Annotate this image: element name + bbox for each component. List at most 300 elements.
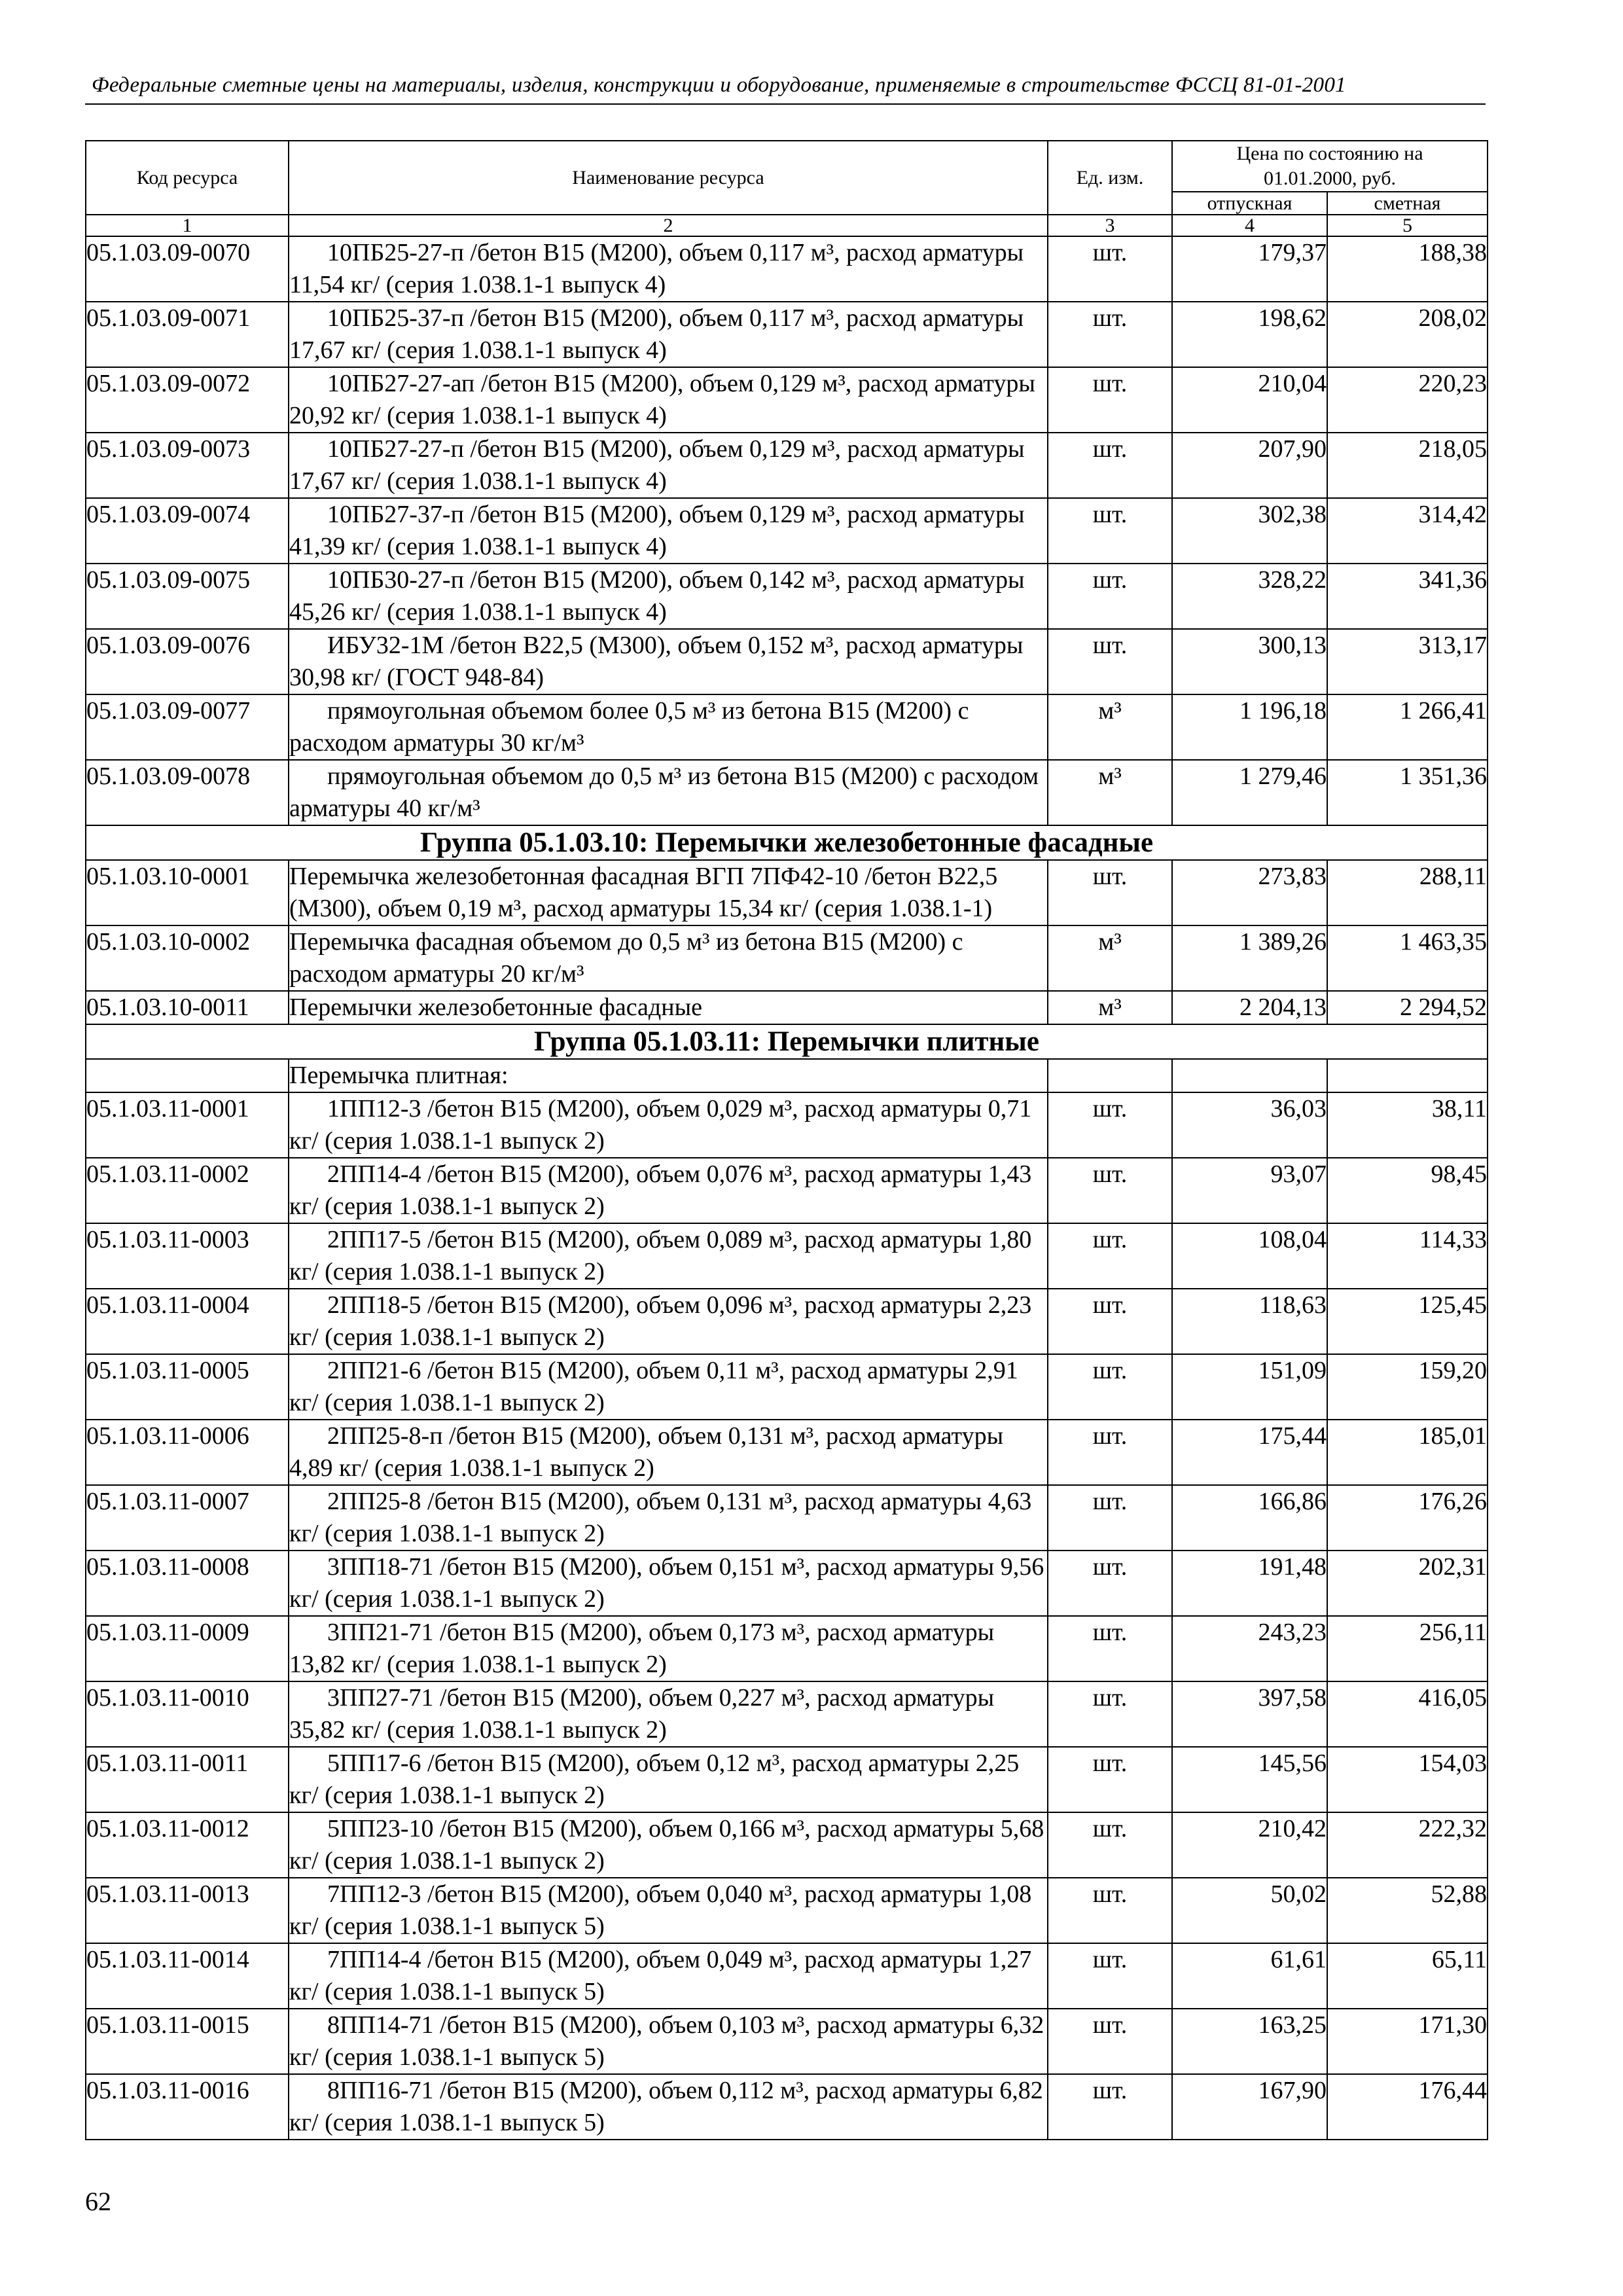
resource-code-cell xyxy=(86,1681,289,1747)
release-price-cell-text: 166,86 xyxy=(1258,1488,1327,1515)
resource-name-cell-text: Перемычка фасадная объемом до 0,5 м³ из бетона В15 (М200) с расходом арматуры 20 кг/м³ xyxy=(289,928,963,988)
resource-name-cell-text: прямоугольная объемом до 0,5 м³ из бетона В15 (М200) с расходом арматуры 40 кг/м³ xyxy=(289,762,1039,822)
release-price-cell xyxy=(1172,760,1327,825)
table-row xyxy=(86,433,1488,498)
table-row xyxy=(86,629,1488,694)
estimate-price-cell xyxy=(1327,1092,1488,1158)
resource-code-cell-text: 05.1.03.11-0012 xyxy=(86,1815,249,1842)
estimate-price-cell-text: 154,03 xyxy=(1418,1749,1487,1777)
unit-cell-text: шт. xyxy=(1092,2077,1128,2104)
release-price-cell-text: 179,37 xyxy=(1258,239,1327,266)
release-price-cell-text: 302,38 xyxy=(1258,501,1327,528)
estimate-price-cell-text: 341,36 xyxy=(1418,566,1487,594)
table-row xyxy=(86,498,1488,564)
release-price-cell-text: 61,61 xyxy=(1270,1946,1327,1973)
resource-code-cell xyxy=(86,2074,289,2140)
release-price-cell-text: 397,58 xyxy=(1258,1684,1327,1712)
release-price-cell xyxy=(1172,1616,1327,1681)
release-price-cell-text: 207,90 xyxy=(1258,435,1327,463)
estimate-price-cell xyxy=(1327,1354,1488,1420)
resource-name-cell-text: 5ПП23-10 /бетон В15 (М200), объем 0,166 м³, расход арматуры 5,68 кг/ (серия 1.038.1-1 выпуск 2) xyxy=(289,1815,1044,1874)
release-price-cell xyxy=(1172,1059,1327,1092)
release-price-cell xyxy=(1172,433,1327,498)
estimate-price-cell-text: 125,45 xyxy=(1418,1291,1487,1319)
release-price-cell-text: 243,23 xyxy=(1258,1619,1327,1646)
release-price-cell xyxy=(1172,694,1327,760)
resource-code-cell xyxy=(86,1616,289,1681)
estimate-price-cell xyxy=(1327,236,1488,302)
unit-cell-text: м³ xyxy=(1098,994,1122,1021)
resource-code-cell-text: 05.1.03.11-0006 xyxy=(86,1422,249,1450)
release-price-cell xyxy=(1172,860,1327,925)
resource-name-cell-text: 8ПП16-71 /бетон В15 (М200), объем 0,112 м³, расход арматуры 6,82 кг/ (серия 1.038.1-1 выпуск 5) xyxy=(289,2077,1043,2136)
release-price-cell-text: 151,09 xyxy=(1258,1357,1327,1384)
resource-code-cell-text: 05.1.03.09-0074 xyxy=(86,501,251,528)
release-price-cell-text: 108,04 xyxy=(1258,1226,1327,1253)
resource-code-cell-text: 05.1.03.11-0008 xyxy=(86,1553,249,1581)
release-price-cell xyxy=(1172,1485,1327,1551)
estimate-price-cell xyxy=(1327,991,1488,1024)
release-price-cell-text: 191,48 xyxy=(1258,1553,1327,1581)
resource-name-cell xyxy=(289,991,1048,1024)
release-price-cell-text: 210,42 xyxy=(1258,1815,1327,1842)
unit-cell xyxy=(1048,925,1172,991)
release-price-cell xyxy=(1172,236,1327,302)
estimate-price-cell xyxy=(1327,1878,1488,1943)
resource-name-cell-text: 8ПП14-71 /бетон В15 (М200), объем 0,103 м³, расход арматуры 6,32 кг/ (серия 1.038.1-1 выпуск 5) xyxy=(289,2011,1044,2071)
resource-name-cell xyxy=(289,1059,1048,1092)
unit-cell xyxy=(1048,1551,1172,1616)
resource-name-cell-text: 10ПБ27-37-п /бетон В15 (М200), объем 0,129 м³, расход арматуры 41,39 кг/ (серия 1.038.1-1 выпуск 4) xyxy=(289,501,1025,560)
resource-name-cell xyxy=(289,1812,1048,1878)
unit-cell xyxy=(1048,433,1172,498)
resource-name-cell-text: 3ПП21-71 /бетон В15 (М200), объем 0,173 м³, расход арматуры 13,82 кг/ (серия 1.038.1-1 выпуск 2) xyxy=(289,1619,995,1678)
unit-cell xyxy=(1048,302,1172,367)
resource-name-cell-text: 10ПБ25-37-п /бетон В15 (М200), объем 0,117 м³, расход арматуры 17,67 кг/ (серия 1.038.1-1 выпуск 4) xyxy=(289,304,1024,364)
unit-cell xyxy=(1048,1059,1172,1092)
table-row xyxy=(86,1681,1488,1747)
resource-code-cell-text: 05.1.03.09-0073 xyxy=(86,435,251,463)
resource-name-cell-text: 10ПБ25-27-п /бетон В15 (М200), объем 0,117 м³, расход арматуры 11,54 кг/ (серия 1.038.1-1 выпуск 4) xyxy=(289,239,1024,298)
resource-name-cell-text: ИБУ32-1М /бетон В22,5 (М300), объем 0,152 м³, расход арматуры 30,98 кг/ (ГОСТ 948-84) xyxy=(289,632,1024,691)
release-price-cell xyxy=(1172,1943,1327,2009)
resource-name-cell-text: 5ПП17-6 /бетон В15 (М200), объем 0,12 м³, расход арматуры 2,25 кг/ (серия 1.038.1-1 выпуск 2) xyxy=(289,1749,1020,1809)
resource-code-cell-text: 05.1.03.11-0002 xyxy=(86,1160,249,1188)
resource-code-cell xyxy=(86,991,289,1024)
estimate-price-cell xyxy=(1327,1812,1488,1878)
estimate-price-cell-text: 256,11 xyxy=(1419,1619,1487,1646)
resource-name-cell xyxy=(289,1289,1048,1354)
release-price-cell xyxy=(1172,1092,1327,1158)
table-row xyxy=(86,1158,1488,1223)
unit-cell-text: шт. xyxy=(1092,632,1128,659)
release-price-cell-text: 36,03 xyxy=(1270,1095,1327,1122)
release-price-cell-text: 118,63 xyxy=(1258,1291,1327,1319)
unit-cell xyxy=(1048,629,1172,694)
resource-code-cell xyxy=(86,302,289,367)
unit-cell xyxy=(1048,1943,1172,2009)
table-row xyxy=(86,1878,1488,1943)
table-row xyxy=(86,1943,1488,2009)
estimate-price-cell xyxy=(1327,1681,1488,1747)
resource-name-cell xyxy=(289,1420,1048,1485)
resource-code-cell-text: 05.1.03.11-0010 xyxy=(86,1684,249,1712)
release-price-cell-text: 1 389,26 xyxy=(1240,928,1327,956)
col-header-release-price: отпускная xyxy=(1172,192,1327,215)
unit-cell xyxy=(1048,1158,1172,1223)
unit-cell xyxy=(1048,1354,1172,1420)
resource-name-cell-text: 3ПП27-71 /бетон В15 (М200), объем 0,227 м³, расход арматуры 35,82 кг/ (серия 1.038.1-1 выпуск 2) xyxy=(289,1684,995,1744)
resource-code-cell xyxy=(86,1551,289,1616)
release-price-cell xyxy=(1172,1747,1327,1812)
resource-name-cell-text: 3ПП18-71 /бетон В15 (М200), объем 0,151 м³, расход арматуры 9,56 кг/ (серия 1.038.1-1 выпуск 2) xyxy=(289,1553,1044,1613)
table-row xyxy=(86,367,1488,433)
unit-cell-text: шт. xyxy=(1092,1880,1128,1908)
resource-name-cell xyxy=(289,2009,1048,2074)
release-price-cell-text: 167,90 xyxy=(1258,2077,1327,2104)
resource-name-cell xyxy=(289,1747,1048,1812)
estimate-price-cell xyxy=(1327,1485,1488,1551)
resource-name-cell xyxy=(289,2074,1048,2140)
release-price-cell-text: 198,62 xyxy=(1258,304,1327,332)
unit-cell-text: шт. xyxy=(1092,1815,1128,1842)
resource-name-cell xyxy=(289,1878,1048,1943)
resource-code-cell xyxy=(86,629,289,694)
table-row xyxy=(86,1616,1488,1681)
resource-code-cell-text: 05.1.03.11-0011 xyxy=(86,1749,249,1777)
resource-code-cell-text: 05.1.03.11-0001 xyxy=(86,1095,249,1122)
unit-cell-text: шт. xyxy=(1092,239,1128,266)
resource-code-cell-text: 05.1.03.11-0003 xyxy=(86,1226,249,1253)
resource-code-cell-text: 05.1.03.11-0013 xyxy=(86,1880,249,1908)
unit-cell-text: шт. xyxy=(1092,863,1128,890)
resource-name-cell xyxy=(289,498,1048,564)
table-row xyxy=(86,1059,1488,1092)
estimate-price-cell xyxy=(1327,2009,1488,2074)
resource-code-cell xyxy=(86,1354,289,1420)
estimate-price-cell xyxy=(1327,302,1488,367)
estimate-price-cell-text: 1 351,36 xyxy=(1400,762,1487,790)
unit-cell-text: шт. xyxy=(1092,566,1128,594)
resource-code-cell xyxy=(86,1092,289,1158)
resource-code-cell xyxy=(86,564,289,629)
unit-cell xyxy=(1048,1485,1172,1551)
resource-name-cell-text: 2ПП14-4 /бетон В15 (М200), объем 0,076 м³, расход арматуры 1,43 кг/ (серия 1.038.1-1 выпуск 2) xyxy=(289,1160,1032,1220)
col-header-unit: Ед. изм. xyxy=(1048,141,1172,215)
resource-code-cell xyxy=(86,694,289,760)
price-table xyxy=(85,140,1488,2140)
unit-cell-text: шт. xyxy=(1092,1553,1128,1581)
release-price-cell xyxy=(1172,925,1327,991)
unit-cell xyxy=(1048,1878,1172,1943)
release-price-cell-text: 50,02 xyxy=(1270,1880,1327,1908)
release-price-cell-text: 2 204,13 xyxy=(1240,994,1327,1021)
unit-cell xyxy=(1048,2009,1172,2074)
group-title: Группа 05.1.03.11: Перемычки плитные xyxy=(86,1024,1488,1059)
release-price-cell-text: 300,13 xyxy=(1258,632,1327,659)
release-price-cell xyxy=(1172,1223,1327,1289)
release-price-cell xyxy=(1172,564,1327,629)
unit-cell xyxy=(1048,498,1172,564)
resource-name-cell-text: 2ПП25-8-п /бетон В15 (М200), объем 0,131 м³, расход арматуры 4,89 кг/ (серия 1.038.1-1 выпуск 2) xyxy=(289,1422,1004,1482)
unit-cell-text: шт. xyxy=(1092,304,1128,332)
release-price-cell xyxy=(1172,1551,1327,1616)
release-price-cell xyxy=(1172,2074,1327,2140)
estimate-price-cell-text: 65,11 xyxy=(1431,1946,1487,1973)
release-price-cell xyxy=(1172,629,1327,694)
release-price-cell xyxy=(1172,1681,1327,1747)
col-header-name: Наименование ресурса xyxy=(289,141,1048,215)
estimate-price-cell-text: 218,05 xyxy=(1418,435,1487,463)
group-header-row xyxy=(86,825,1488,860)
resource-code-cell-text: 05.1.03.09-0071 xyxy=(86,304,251,332)
release-price-cell-text: 1 279,46 xyxy=(1240,762,1327,790)
unit-cell-text: шт. xyxy=(1092,1946,1128,1973)
release-price-cell-text: 1 196,18 xyxy=(1240,697,1327,725)
unit-cell xyxy=(1048,860,1172,925)
estimate-price-cell xyxy=(1327,1616,1488,1681)
page-number: 62 xyxy=(85,2187,111,2216)
estimate-price-cell-text: 314,42 xyxy=(1418,501,1487,528)
estimate-price-cell-text: 416,05 xyxy=(1418,1684,1487,1712)
estimate-price-cell-text: 313,17 xyxy=(1418,632,1487,659)
col-number: 3 xyxy=(1048,215,1172,236)
release-price-cell xyxy=(1172,1289,1327,1354)
unit-cell-text: шт. xyxy=(1092,1684,1128,1712)
resource-name-cell xyxy=(289,1092,1048,1158)
unit-cell xyxy=(1048,1812,1172,1878)
unit-cell xyxy=(1048,1223,1172,1289)
table-header xyxy=(86,141,1488,236)
unit-cell xyxy=(1048,2074,1172,2140)
resource-name-cell xyxy=(289,236,1048,302)
unit-cell-text: шт. xyxy=(1092,1749,1128,1777)
resource-code-cell xyxy=(86,1420,289,1485)
resource-name-cell-text: 2ПП25-8 /бетон В15 (М200), объем 0,131 м³, расход арматуры 4,63 кг/ (серия 1.038.1-1 выпуск 2) xyxy=(289,1488,1032,1547)
table-row xyxy=(86,760,1488,825)
unit-cell-text: м³ xyxy=(1098,762,1122,790)
unit-cell-text: шт. xyxy=(1092,1357,1128,1384)
unit-cell-text: м³ xyxy=(1098,928,1122,956)
table-row xyxy=(86,564,1488,629)
resource-code-cell-text: 05.1.03.11-0014 xyxy=(86,1946,249,1973)
col-number: 2 xyxy=(289,215,1048,236)
table-row xyxy=(86,991,1488,1024)
resource-code-cell xyxy=(86,1943,289,2009)
resource-name-cell xyxy=(289,760,1048,825)
estimate-price-cell xyxy=(1327,925,1488,991)
table-row xyxy=(86,925,1488,991)
resource-code-cell-text: 05.1.03.11-0016 xyxy=(86,2077,249,2104)
estimate-price-cell xyxy=(1327,498,1488,564)
unit-cell xyxy=(1048,1747,1172,1812)
estimate-price-cell-text: 38,11 xyxy=(1431,1095,1487,1122)
unit-cell-text: шт. xyxy=(1092,1291,1128,1319)
table-row xyxy=(86,1485,1488,1551)
table-row xyxy=(86,2074,1488,2140)
estimate-price-cell-text: 222,32 xyxy=(1418,1815,1487,1842)
resource-name-cell-text: 10ПБ27-27-п /бетон В15 (М200), объем 0,129 м³, расход арматуры 17,67 кг/ (серия 1.038.1-1 выпуск 4) xyxy=(289,435,1025,495)
estimate-price-cell-text: 1 463,35 xyxy=(1400,928,1487,956)
unit-cell-text: шт. xyxy=(1092,2011,1128,2039)
table-row xyxy=(86,236,1488,302)
resource-name-cell xyxy=(289,860,1048,925)
estimate-price-cell xyxy=(1327,1551,1488,1616)
resource-name-cell xyxy=(289,1943,1048,2009)
table-row xyxy=(86,1223,1488,1289)
resource-name-cell xyxy=(289,694,1048,760)
estimate-price-cell xyxy=(1327,860,1488,925)
estimate-price-cell xyxy=(1327,433,1488,498)
resource-name-cell xyxy=(289,1551,1048,1616)
resource-code-cell xyxy=(86,860,289,925)
estimate-price-cell-text: 114,33 xyxy=(1419,1226,1487,1253)
group-header-row xyxy=(86,1024,1488,1059)
release-price-cell xyxy=(1172,2009,1327,2074)
resource-name-cell-text: 2ПП18-5 /бетон В15 (М200), объем 0,096 м³, расход арматуры 2,23 кг/ (серия 1.038.1-1 выпуск 2) xyxy=(289,1291,1032,1351)
estimate-price-cell-text: 2 294,52 xyxy=(1400,994,1487,1021)
release-price-cell xyxy=(1172,991,1327,1024)
running-header: Федеральные сметные цены на материалы, изделия, конструкции и оборудование, применяемые в строительстве ФССЦ 81-01-2001 xyxy=(92,73,1346,97)
table-body xyxy=(86,236,1488,2140)
release-price-cell-text: 210,04 xyxy=(1258,370,1327,397)
col-header-price: Цена по состоянию на 01.01.2000, руб. xyxy=(1172,141,1488,192)
unit-cell xyxy=(1048,1616,1172,1681)
unit-cell xyxy=(1048,1092,1172,1158)
estimate-price-cell xyxy=(1327,760,1488,825)
table-row xyxy=(86,1747,1488,1812)
release-price-cell xyxy=(1172,1878,1327,1943)
table-row xyxy=(86,2009,1488,2074)
col-header-estimate-price: сметная xyxy=(1327,192,1488,215)
resource-code-cell xyxy=(86,433,289,498)
unit-cell xyxy=(1048,1289,1172,1354)
resource-name-cell-text: 7ПП12-3 /бетон В15 (М200), объем 0,040 м³, расход арматуры 1,08 кг/ (серия 1.038.1-1 выпуск 5) xyxy=(289,1880,1032,1940)
release-price-cell-text: 328,22 xyxy=(1258,566,1327,594)
resource-name-cell-text: 2ПП21-6 /бетон В15 (М200), объем 0,11 м³, расход арматуры 2,91 кг/ (серия 1.038.1-1 выпуск 2) xyxy=(289,1357,1018,1416)
resource-name-cell xyxy=(289,1158,1048,1223)
unit-cell-text: шт. xyxy=(1092,1160,1128,1188)
resource-code-cell xyxy=(86,1812,289,1878)
resource-code-cell-text: 05.1.03.10-0011 xyxy=(86,994,249,1021)
resource-code-cell xyxy=(86,1485,289,1551)
unit-cell xyxy=(1048,564,1172,629)
estimate-price-cell-text: 188,38 xyxy=(1418,239,1487,266)
resource-code-cell xyxy=(86,367,289,433)
resource-code-cell xyxy=(86,1747,289,1812)
resource-name-cell xyxy=(289,1354,1048,1420)
unit-cell-text: шт. xyxy=(1092,501,1128,528)
unit-cell-text: шт. xyxy=(1092,1095,1128,1122)
release-price-cell xyxy=(1172,498,1327,564)
estimate-price-cell-text: 1 266,41 xyxy=(1400,697,1487,725)
resource-code-cell-text: 05.1.03.09-0075 xyxy=(86,566,251,594)
resource-name-cell xyxy=(289,1223,1048,1289)
estimate-price-cell-text: 176,26 xyxy=(1418,1488,1487,1515)
resource-code-cell-text: 05.1.03.10-0002 xyxy=(86,928,251,956)
release-price-cell xyxy=(1172,367,1327,433)
estimate-price-cell xyxy=(1327,1289,1488,1354)
resource-code-cell-text: 05.1.03.09-0077 xyxy=(86,697,251,725)
resource-code-cell xyxy=(86,498,289,564)
resource-name-cell xyxy=(289,1681,1048,1747)
estimate-price-cell-text: 52,88 xyxy=(1431,1880,1487,1908)
unit-cell xyxy=(1048,1420,1172,1485)
resource-code-cell xyxy=(86,1158,289,1223)
unit-cell-text: шт. xyxy=(1092,1619,1128,1646)
release-price-cell xyxy=(1172,1354,1327,1420)
estimate-price-cell xyxy=(1327,629,1488,694)
unit-cell xyxy=(1048,367,1172,433)
col-number: 5 xyxy=(1327,215,1488,236)
resource-name-cell-text: 10ПБ27-27-ап /бетон В15 (М200), объем 0,129 м³, расход арматуры 20,92 кг/ (серия 1.038.1-1 выпуск 4) xyxy=(289,370,1035,429)
resource-name-cell-text: 1ПП12-3 /бетон В15 (М200), объем 0,029 м³, расход арматуры 0,71 кг/ (серия 1.038.1-1 выпуск 2) xyxy=(289,1095,1032,1155)
resource-code-cell-text: 05.1.03.11-0004 xyxy=(86,1291,249,1319)
unit-cell-text: шт. xyxy=(1092,1488,1128,1515)
release-price-cell xyxy=(1172,1812,1327,1878)
resource-code-cell xyxy=(86,925,289,991)
resource-code-cell-text: 05.1.03.11-0009 xyxy=(86,1619,249,1646)
unit-cell-text: м³ xyxy=(1098,697,1122,725)
resource-name-cell-text: 7ПП14-4 /бетон В15 (М200), объем 0,049 м³, расход арматуры 1,27 кг/ (серия 1.038.1-1 выпуск 5) xyxy=(289,1946,1032,2005)
col-number: 4 xyxy=(1172,215,1327,236)
release-price-cell-text: 175,44 xyxy=(1258,1422,1327,1450)
resource-code-cell-text: 05.1.03.11-0015 xyxy=(86,2011,249,2039)
table-row xyxy=(86,1092,1488,1158)
estimate-price-cell xyxy=(1327,694,1488,760)
resource-name-cell xyxy=(289,629,1048,694)
resource-name-cell xyxy=(289,302,1048,367)
estimate-price-cell xyxy=(1327,2074,1488,2140)
resource-name-cell-text: 10ПБ30-27-п /бетон В15 (М200), объем 0,142 м³, расход арматуры 45,26 кг/ (серия 1.038.1-1 выпуск 4) xyxy=(289,566,1025,626)
resource-name-cell xyxy=(289,367,1048,433)
col-header-code: Код ресурса xyxy=(86,141,289,215)
unit-cell-text: шт. xyxy=(1092,435,1128,463)
unit-cell-text: шт. xyxy=(1092,1422,1128,1450)
header-rule xyxy=(85,103,1486,105)
resource-name-cell-text: Перемычка плитная: xyxy=(289,1062,508,1089)
table-row xyxy=(86,302,1488,367)
estimate-price-cell xyxy=(1327,1943,1488,2009)
estimate-price-cell-text: 98,45 xyxy=(1431,1160,1487,1188)
estimate-price-cell-text: 202,31 xyxy=(1418,1553,1487,1581)
unit-cell xyxy=(1048,991,1172,1024)
release-price-cell xyxy=(1172,302,1327,367)
resource-code-cell-text: 05.1.03.11-0005 xyxy=(86,1357,249,1384)
estimate-price-cell-text: 288,11 xyxy=(1419,863,1487,890)
resource-name-cell xyxy=(289,925,1048,991)
table-row xyxy=(86,1289,1488,1354)
resource-name-cell xyxy=(289,1616,1048,1681)
unit-cell xyxy=(1048,760,1172,825)
estimate-price-cell xyxy=(1327,1223,1488,1289)
release-price-cell-text: 93,07 xyxy=(1270,1160,1327,1188)
resource-code-cell xyxy=(86,760,289,825)
table-row xyxy=(86,1420,1488,1485)
resource-code-cell xyxy=(86,1059,289,1092)
resource-code-cell xyxy=(86,2009,289,2074)
unit-cell xyxy=(1048,1681,1172,1747)
estimate-price-cell xyxy=(1327,1158,1488,1223)
release-price-cell-text: 273,83 xyxy=(1258,863,1327,890)
unit-cell xyxy=(1048,694,1172,760)
release-price-cell-text: 163,25 xyxy=(1258,2011,1327,2039)
resource-name-cell xyxy=(289,564,1048,629)
estimate-price-cell xyxy=(1327,1059,1488,1092)
resource-code-cell-text: 05.1.03.09-0072 xyxy=(86,370,251,397)
resource-code-cell-text: 05.1.03.09-0070 xyxy=(86,239,251,266)
resource-code-cell-text: 05.1.03.09-0076 xyxy=(86,632,251,659)
